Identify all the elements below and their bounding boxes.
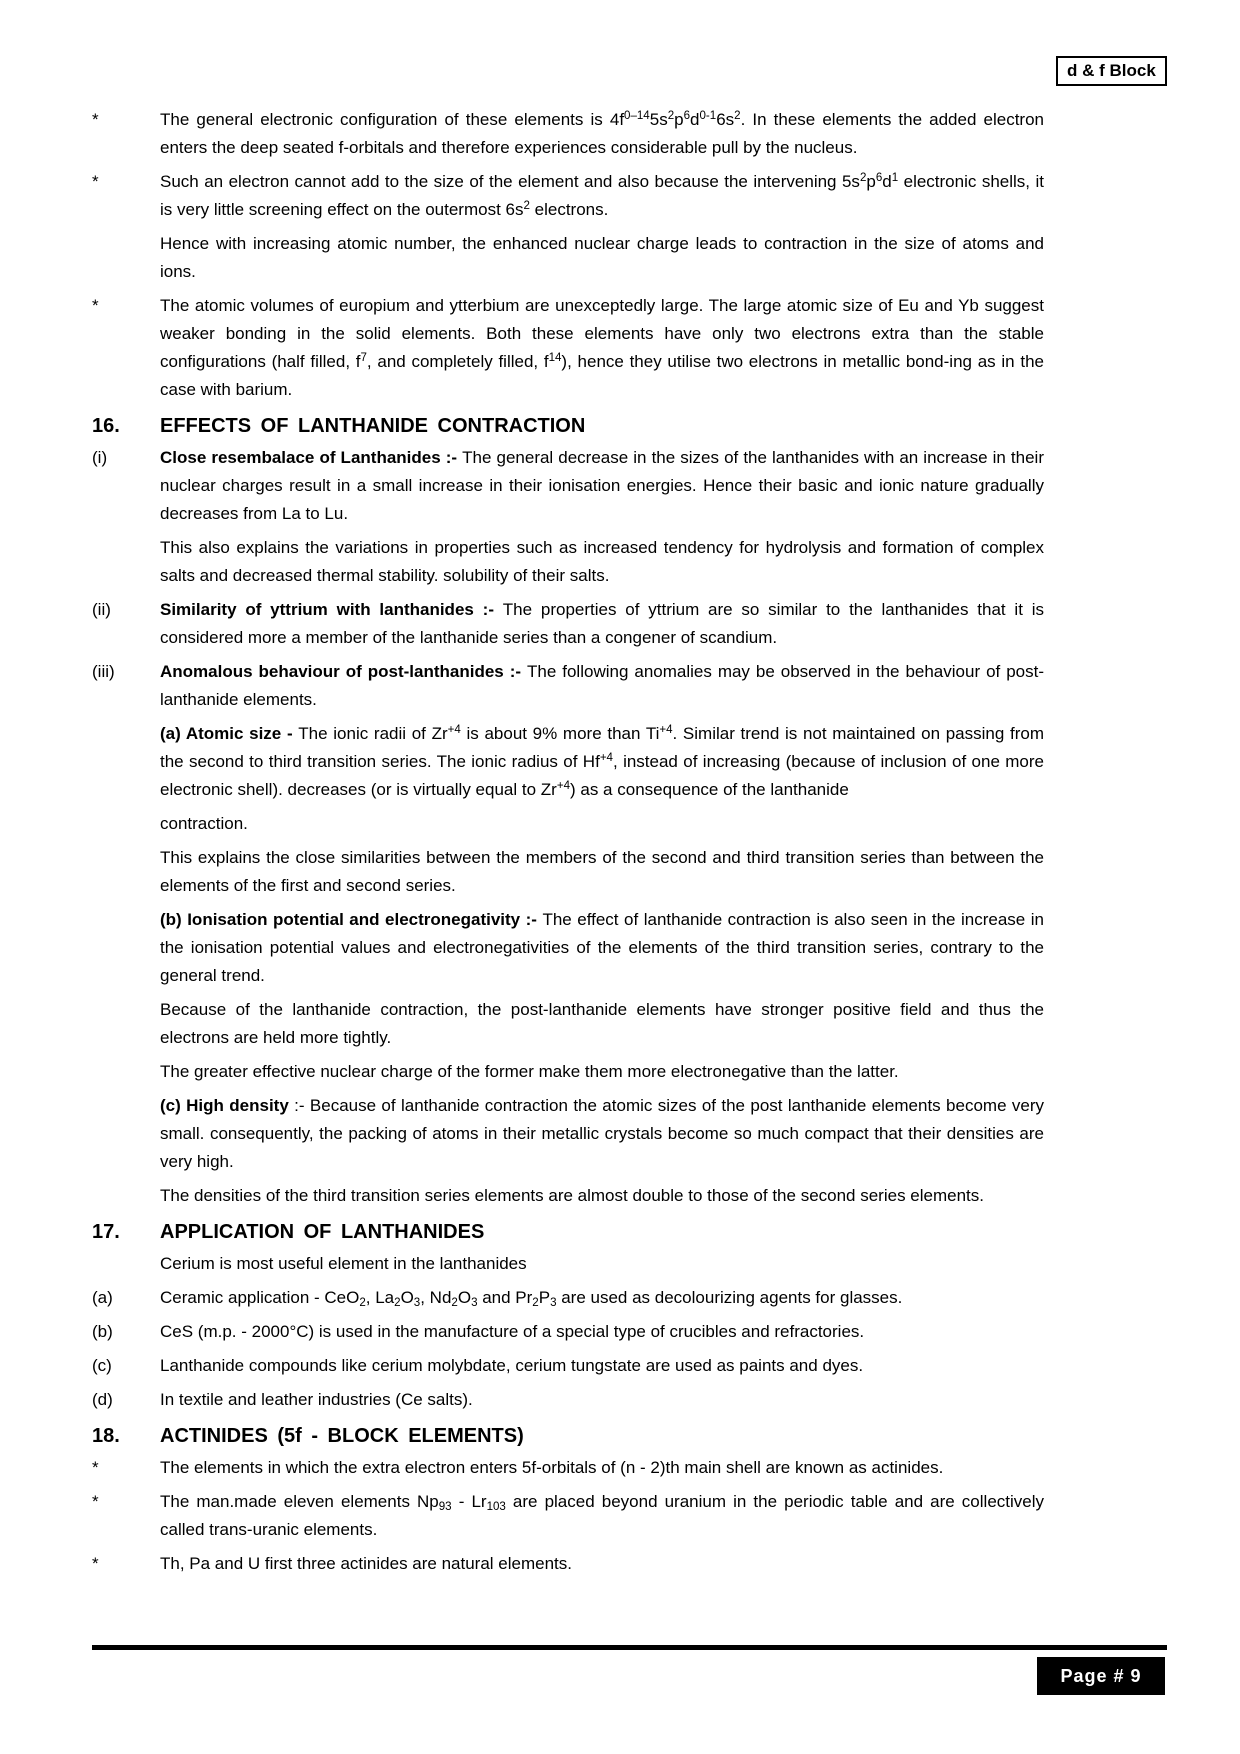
list-item	[92, 1318, 1044, 1346]
block-marker	[92, 996, 160, 1052]
block-marker	[92, 1250, 160, 1278]
list-item	[92, 1488, 1044, 1544]
block-text: In textile and leather industries (Ce salts).	[160, 1390, 473, 1409]
block-marker	[92, 906, 160, 990]
block-text: The atomic volumes of europium and ytterbium are unexceptedly large. The large atomic size of Eu and Yb suggest weaker bonding in the solid elements. Both these elements have only two electrons extra than the stable configurations (half filled, $f^7$, and completely filled, $f^{14}$), hence they utilise two electrons in metallic bond-ing as in the case with barium.	[160, 296, 1044, 399]
list-item	[92, 106, 1044, 162]
list-item	[92, 658, 1044, 714]
paragraph	[92, 844, 1044, 900]
block-marker: (b)	[92, 1322, 113, 1341]
block-marker: (iii)	[92, 662, 115, 681]
paragraph	[92, 810, 1044, 838]
block-text: (c) High density :- Because of lanthanide contraction the atomic sizes of the post lanthanide elements become very small. consequently, the packing of atoms in their metallic crystals become so much compact that their densities are very high.	[160, 1096, 1044, 1171]
block-marker: *	[92, 110, 99, 129]
footer-divider	[92, 1645, 1167, 1650]
block-marker: 18.	[92, 1425, 120, 1447]
block-text: Anomalous behaviour of post-lanthanides :- The following anomalies may be observed in the behaviour of post-lanthanide elements.	[160, 662, 1045, 709]
block-marker: 16.	[92, 415, 120, 437]
paragraph	[92, 720, 1044, 804]
block-marker: 17.	[92, 1221, 120, 1243]
section-heading	[92, 1423, 1044, 1449]
list-item	[92, 1352, 1044, 1380]
block-marker	[92, 720, 160, 804]
block-text: Th, Pa and U first three actinides are natural elements.	[160, 1554, 572, 1573]
list-item	[92, 168, 1044, 224]
block-marker: (a)	[92, 1288, 113, 1307]
list-item	[92, 1284, 1044, 1312]
block-text: contraction.	[160, 814, 248, 833]
block-text: Such an electron cannot add to the size of the element and also because the intervening $5s^2p^6d^1$ electronic shells, it is very little screening effect on the outermost $6s^2$ electrons.	[160, 172, 1044, 219]
block-text: This also explains the variations in properties such as increased tendency for hydrolysis and formation of complex salts and decreased thermal stability. solubility of their salts.	[160, 538, 1044, 585]
paragraph	[92, 906, 1044, 990]
block-text: The general electronic configuration of these elements is $4f^{0-14}5s^2p^6d^{0-1}6s^2$. In these elements the added electron enters the deep seated f-orbitals and therefore experiences considerable pull by the nucleus.	[160, 110, 1044, 157]
block-marker	[92, 1182, 160, 1210]
paragraph	[92, 534, 1044, 590]
block-text: The greater effective nuclear charge of the former make them more electronegative than the latter.	[160, 1062, 899, 1081]
block-text: Cerium is most useful element in the lanthanides	[160, 1254, 527, 1273]
block-text: Lanthanide compounds like cerium molybdate, cerium tungstate are used as paints and dyes.	[160, 1356, 864, 1375]
chapter-badge: d & f Block	[1056, 56, 1167, 86]
block-marker: *	[92, 1554, 99, 1573]
block-marker	[92, 810, 160, 838]
block-marker	[92, 1058, 160, 1086]
block-text: The densities of the third transition series elements are almost double to those of the second series elements.	[160, 1186, 985, 1205]
block-text: Similarity of yttrium with lanthanides :- The properties of yttrium are so similar to the lanthanides that it is considered more a member of the lanthanide series than a congener of scandium.	[160, 600, 1044, 647]
block-marker: *	[92, 296, 99, 315]
block-text: Ceramic application - CeO$_2$, $La_2O_3$, $Nd_2O_3$ and $Pr_2P_3$ are used as decolourizing agents for glasses.	[160, 1288, 903, 1310]
block-marker	[92, 844, 160, 900]
block-text: ACTINIDES (5f - BLOCK ELEMENTS)	[160, 1425, 524, 1447]
paragraph	[92, 1182, 1044, 1210]
paragraph	[92, 1092, 1044, 1176]
section-heading	[92, 1219, 1044, 1245]
block-text: Close resembalace of Lanthanides :- The general decrease in the sizes of the lanthanides with an increase in their nuclear charges result in a small increase in their ionisation energies. Hence their basic and ionic nature gradually decreases from La to Lu.	[160, 448, 1045, 523]
block-text: APPLICATION OF LANTHANIDES	[160, 1221, 485, 1243]
list-item	[92, 444, 1044, 528]
paragraph	[92, 230, 1044, 286]
block-text: The man.made eleven elements $Np_{93} - Lr_{103}$ are placed beyond uranium in the periodic table and are collectively called trans-uranic elements.	[160, 1492, 1045, 1539]
block-text: This explains the close similarities between the members of the second and third transition series than between the elements of the first and second series.	[160, 848, 1044, 895]
block-marker	[92, 1092, 160, 1176]
page-number-badge: Page # 9	[1037, 1657, 1165, 1695]
block-marker: *	[92, 172, 99, 191]
block-marker: (i)	[92, 448, 108, 467]
list-item	[92, 1454, 1044, 1482]
block-text: CeS (m.p. - 2000°C) is used in the manufacture of a special type of crucibles and refractories.	[160, 1322, 865, 1341]
list-item	[92, 1550, 1044, 1578]
block-marker: (d)	[92, 1390, 113, 1409]
paragraph	[92, 996, 1044, 1052]
section-heading	[92, 413, 1044, 439]
block-text: (b) Ionisation potential and electronegativity :- The effect of lanthanide contraction is also seen in the increase in the ionisation potential values and electronegativities of the elements of the third transition series, contrary to the general trend.	[160, 910, 1044, 985]
block-text: EFFECTS OF LANTHANIDE CONTRACTION	[160, 415, 586, 437]
block-text: (a) Atomic size - The ionic radii of $Zr^{+4}$ is about 9% more than $Ti^{+4}$. Similar trend is not maintained on passing from the second to third transition series. The ionic radius of $Hf^{+4}$, instead of increasing (because of inclusion of one more electronic shell). decreases (or is virtually equal to $Zr^{+4}$) as a consequence of the lanthanide	[160, 724, 1044, 799]
block-marker: (c)	[92, 1356, 112, 1375]
block-marker	[92, 230, 160, 286]
list-item	[92, 1386, 1044, 1414]
list-item	[92, 596, 1044, 652]
block-marker: *	[92, 1492, 99, 1511]
paragraph	[92, 1250, 1044, 1278]
document-body	[92, 106, 1044, 1584]
list-item	[92, 292, 1044, 404]
block-text: Hence with increasing atomic number, the enhanced nuclear charge leads to contraction in the size of atoms and ions.	[160, 234, 1044, 281]
block-marker: (ii)	[92, 600, 111, 619]
block-text: The elements in which the extra electron enters 5f-orbitals of (n - 2)th main shell are known as actinides.	[160, 1458, 944, 1477]
block-text: Because of the lanthanide contraction, the post-lanthanide elements have stronger positive field and thus the electrons are held more tightly.	[160, 1000, 1044, 1047]
paragraph	[92, 1058, 1044, 1086]
block-marker	[92, 534, 160, 590]
block-marker: *	[92, 1458, 99, 1477]
